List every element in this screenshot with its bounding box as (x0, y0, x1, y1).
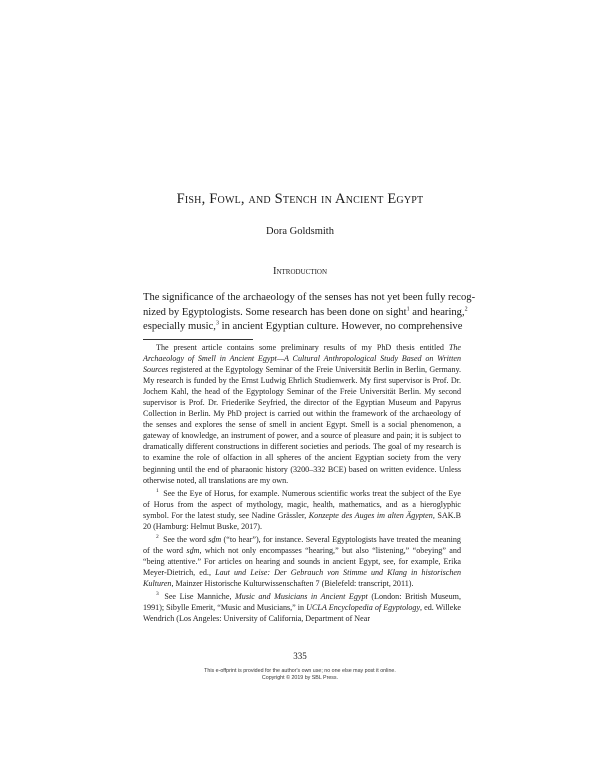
footnote-number: 1 (156, 487, 159, 494)
body-line: nized by Egyptologists. Some research has been done on sight$^1$ and hearing,$^2$ (143, 305, 468, 318)
body-line: especially music,$^3$ in ancient Egyptian culture. However, no comprehensive (143, 320, 463, 332)
footnote-rule (143, 339, 253, 340)
footnote-ref: 1 (406, 305, 410, 312)
footnote-ref: 3 (215, 320, 219, 327)
footnote-number: 3 (156, 591, 159, 598)
footer-copyright: Copyright © 2019 by SBL Press. (261, 675, 339, 681)
page-number: 335 (293, 651, 307, 661)
footnote-3: $^3$ See Lise Manniche, Music and Musicians in Ancient Egypt (London: British Museum, 1991); Sibylle Emerit, “Music and Musicians,” in UCLA Encyclopedia of Egyptology, ed. Willeke Wendrich (Los Angeles: University of California, Department of Near (143, 591, 461, 624)
footnotes (143, 342, 461, 624)
body-line: The significance of the archaeology of the senses has not yet been fully recog- (143, 292, 476, 303)
footnote-number: 2 (156, 534, 159, 541)
section-heading: Introduction (272, 266, 328, 277)
body-paragraph (143, 291, 476, 335)
footnote-star: The present article contains some preliminary results of my PhD thesis entitled The Archaeology of Smell in Ancient Egypt—A Cultural Anthropological Study Based on Written Sources registered at the Egyptology Seminar of the Freie Universität Berlin in Berlin, Germany. My research is funded by the Ernst Ludwig Ehrlich Studienwerk. My first supervisor is Prof. Dr. Jochem Kahl, the head of the Egyptology Seminar of the Freie Universität Berlin. My second supervisor is Prof. Dr. Friederike Seyfried, the director of the Egyptian Museum and Papyrus Collection in Berlin. My PhD project is carried out within the framework of the archaeology of the senses and explores the sense of smell in ancient Egypt. Smell is a social phenomenon, a gateway of knowledge, an instrument of power, and a source of pleasure and pain; it is subject to dramatically different constructions in different societies and periods. The goal of my research is to examine the role of olfaction in all spheres of the ancient Egyptian society from the very beginning until the end of pharaonic history (3200–332 BCE) based on written evidence. Unless otherwise noted, all translations are my own. (143, 343, 461, 485)
copyright-footer (0, 668, 600, 682)
footnote-1: $^1$ See the Eye of Horus, for example. Numerous scientific works treat the subject of the Eye of Horus from the aspect of mythology, magic, health, mathematics, and as a hieroglyphic symbol. For the latest study, see Nadine Grässler, Konzepte des Auges im alten Ägypten, SAK.B 20 (Hamburg: Helmut Buske, 2017). (143, 487, 461, 531)
footer-notice: This e-offprint is provided for the author's own use; no one else may post it online. (204, 668, 396, 674)
author-name: Dora Goldsmith (266, 226, 334, 237)
footnote-2: $^2$ See the word sḏm (“to hear”), for instance. Several Egyptologists have treated the meaning of the word sḏm, which not only encompasses “hearing,” but also “listening,” “obeying” and “being attentive.” For articles on hearing and sounds in ancient Egypt, see, for example, Erika Meyer-Dietrich, ed., Laut und Leise: Der Gebrauch von Stimme und Klang in historischen Kulturen, Mainzer Historische Kulturwissenschaften 7 (Bielefeld: transcript, 2011). (143, 534, 461, 588)
footnote-ref: 2 (464, 305, 468, 312)
article-title: Fish, Fowl, and Stench in Ancient Egypt (176, 191, 424, 207)
